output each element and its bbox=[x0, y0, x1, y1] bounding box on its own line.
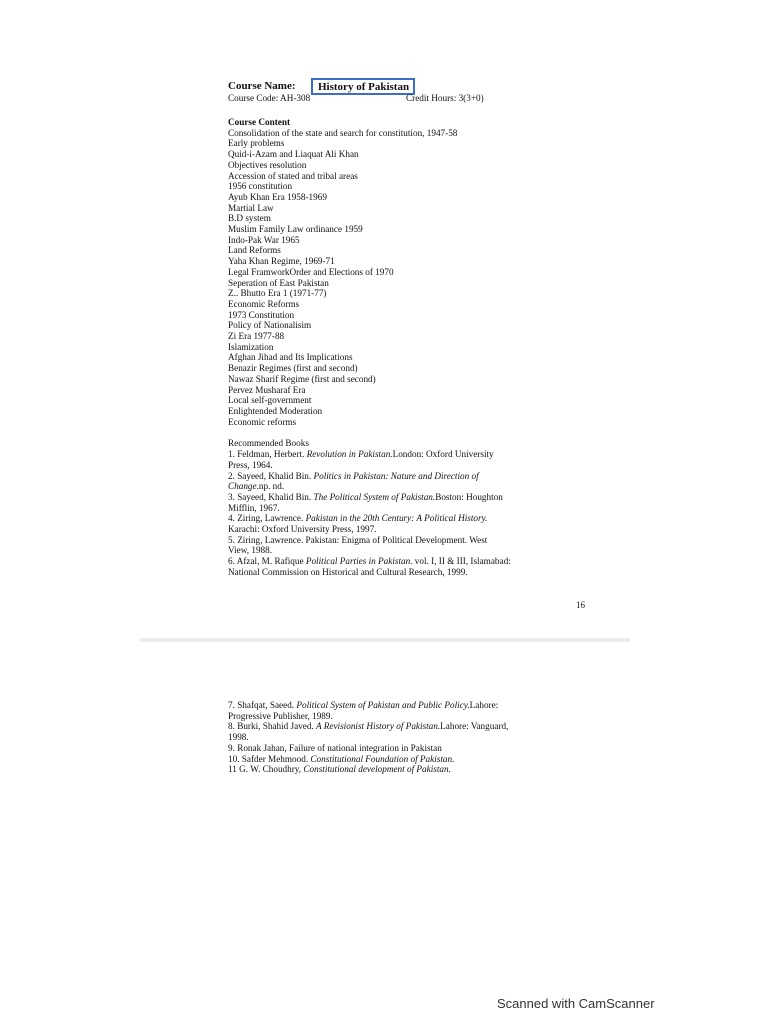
topic-item: Indo-Pak War 1965 bbox=[228, 234, 300, 245]
topic-item: Policy of Nationalisim bbox=[228, 320, 312, 331]
book-author: 4. Ziring, Lawrence. bbox=[228, 513, 306, 524]
book-reference-line bbox=[228, 481, 558, 492]
book-author: 8. Burki, Shahid Javed. bbox=[228, 721, 317, 732]
book-reference-line bbox=[228, 732, 558, 743]
book-publisher: Boston: Houghton bbox=[435, 491, 503, 502]
topic-item: Economic Reforms bbox=[228, 298, 300, 309]
topic-item: Objectives resolution bbox=[228, 159, 307, 170]
topic-item: Consolidation of the state and search for constitution, 1947-58 bbox=[228, 127, 458, 138]
book-reference-line bbox=[228, 556, 558, 567]
book-reference bbox=[228, 743, 558, 754]
book-publisher: Karachi: Oxford University Press, 1997. bbox=[228, 524, 377, 535]
topic-item: Pervez Musharaf Era bbox=[228, 384, 306, 395]
book-reference-line bbox=[228, 503, 558, 514]
book-title: Pakistan in the 20th Century: A Political History. bbox=[305, 513, 488, 524]
topic-item: Martial Law bbox=[228, 202, 274, 213]
book-author: 9. Ronak Jahan, Failure of national integration in Pakistan bbox=[228, 742, 442, 753]
book-publisher: London: Oxford University bbox=[392, 449, 494, 460]
book-title: Constitutional development of Pakistan. bbox=[303, 764, 451, 775]
book-reference-line bbox=[228, 524, 558, 535]
book-title: Constitutional Foundation of Pakistan. bbox=[310, 753, 455, 764]
book-author: 3. Sayeed, Khalid Bin. bbox=[228, 491, 314, 502]
book-title: Change bbox=[228, 481, 257, 492]
book-reference bbox=[228, 700, 558, 721]
book-author: 2. Sayeed, Khalid Bin. bbox=[228, 470, 314, 481]
topic-item: Local self-government bbox=[228, 395, 312, 406]
topics-list bbox=[228, 128, 558, 428]
books-list-page-1 bbox=[228, 449, 558, 577]
credit-hours: Credit Hours: 3(3+0) bbox=[406, 93, 484, 103]
topic-item: Muslim Family Law ordinance 1959 bbox=[228, 224, 363, 235]
topic-item: Yaha Khan Regime, 1969-71 bbox=[228, 256, 335, 267]
topic-item: Land Reforms bbox=[228, 245, 281, 256]
topic-item: Enlightended Moderation bbox=[228, 405, 323, 416]
topic-item: Afghan Jihad and Its Implications bbox=[228, 352, 353, 363]
topic-item: 1973 Constitution bbox=[228, 309, 295, 320]
book-publisher: vol. I, II & III, Islamabad: bbox=[412, 556, 511, 567]
book-reference-line bbox=[228, 471, 558, 482]
topic-item: Seperation of East Pakistan bbox=[228, 277, 329, 288]
book-reference bbox=[228, 492, 558, 513]
book-reference bbox=[228, 513, 558, 534]
book-title: Political Parties in Pakistan. bbox=[305, 556, 413, 567]
course-code-row bbox=[228, 93, 558, 104]
page-number: 16 bbox=[576, 600, 585, 610]
course-name-value: History of Pakistan bbox=[311, 78, 415, 95]
book-title: Revolution in Pakistan. bbox=[306, 449, 393, 460]
book-author: 6. Afzal, M. Rafique bbox=[228, 556, 306, 567]
book-reference-line bbox=[228, 513, 558, 524]
book-publisher: 1998. bbox=[228, 732, 249, 743]
book-reference-line bbox=[228, 535, 558, 546]
page-divider bbox=[140, 638, 630, 642]
book-reference-line bbox=[228, 567, 558, 578]
recommended-books-heading: Recommended Books bbox=[228, 438, 309, 449]
book-reference-line bbox=[228, 700, 558, 711]
book-author: 10. Safder Mehmood. bbox=[228, 753, 311, 764]
book-reference bbox=[228, 721, 558, 742]
topic-item: Ayub Khan Era 1958-1969 bbox=[228, 191, 327, 202]
book-reference-line bbox=[228, 492, 558, 503]
document-page-2 bbox=[228, 700, 558, 775]
book-publisher: .np. nd. bbox=[256, 481, 285, 492]
topic-item: Nawaz Sharif Regime (first and second) bbox=[228, 373, 376, 384]
topic-item: Early problems bbox=[228, 138, 285, 149]
book-reference-line bbox=[228, 711, 558, 722]
book-reference bbox=[228, 449, 558, 470]
topic-item: Z.. Bhutto Era 1 (1971-77) bbox=[228, 288, 327, 299]
book-title: A Revisionist History of Pakistan. bbox=[316, 721, 441, 732]
course-header bbox=[228, 78, 558, 93]
book-reference bbox=[228, 764, 558, 775]
book-publisher: Lahore: Vanguard, bbox=[440, 721, 509, 732]
document-page-1 bbox=[228, 78, 558, 578]
topic-item: Quid-i-Azam and Liaquat Ali Khan bbox=[228, 149, 359, 160]
scanner-watermark: Scanned with CamScanner bbox=[497, 996, 655, 1011]
book-author: 5. Ziring, Lawrence. Pakistan: Enigma of Political Development. West bbox=[228, 534, 488, 545]
book-reference-line bbox=[228, 754, 558, 765]
book-title: Political System of Pakistan and Public Policy. bbox=[296, 700, 470, 710]
topic-item: Legal FramworkOrder and Elections of 1970 bbox=[228, 266, 394, 277]
course-content-heading: Course Content bbox=[228, 117, 291, 127]
book-publisher: View, 1988. bbox=[228, 545, 273, 556]
book-reference-line bbox=[228, 721, 558, 732]
book-publisher: Mifflin, 1967. bbox=[228, 502, 280, 513]
book-reference bbox=[228, 471, 558, 492]
book-reference-line bbox=[228, 460, 558, 471]
book-publisher: Lahore: bbox=[469, 700, 499, 710]
book-reference-line bbox=[228, 545, 558, 556]
book-author: 11 G. W. Choudhry, bbox=[228, 764, 304, 775]
books-list-page-2 bbox=[228, 700, 558, 775]
book-publisher: Press, 1964. bbox=[228, 459, 273, 470]
course-name-label: Course Name: bbox=[228, 80, 296, 92]
book-title: Politics in Pakistan: Nature and Direction of bbox=[313, 470, 479, 481]
book-reference bbox=[228, 754, 558, 765]
book-reference bbox=[228, 556, 558, 577]
book-reference-line bbox=[228, 764, 558, 775]
topic-item: 1956 constitution bbox=[228, 181, 293, 192]
book-author: 1. Feldman, Herbert. bbox=[228, 449, 307, 460]
topic-item: B.D system bbox=[228, 213, 271, 224]
topic-item: Zi Era 1977-88 bbox=[228, 331, 285, 342]
book-publisher: Progressive Publisher, 1989. bbox=[228, 710, 333, 721]
book-author: 7. Shafqat, Saeed. bbox=[228, 700, 297, 710]
book-publisher: National Commission on Historical and Cultural Research, 1999. bbox=[228, 566, 468, 577]
book-reference-line bbox=[228, 449, 558, 460]
book-title: The Political System of Pakistan. bbox=[313, 491, 436, 502]
course-code: Course Code: AH-308 bbox=[228, 93, 311, 103]
topic-item: Islamization bbox=[228, 341, 274, 352]
topic-item: Benazir Regimes (first and second) bbox=[228, 363, 358, 374]
topic-item: Economic reforms bbox=[228, 416, 297, 427]
book-reference-line bbox=[228, 743, 558, 754]
topic-item: Accession of stated and tribal areas bbox=[228, 170, 358, 181]
book-reference bbox=[228, 535, 558, 556]
